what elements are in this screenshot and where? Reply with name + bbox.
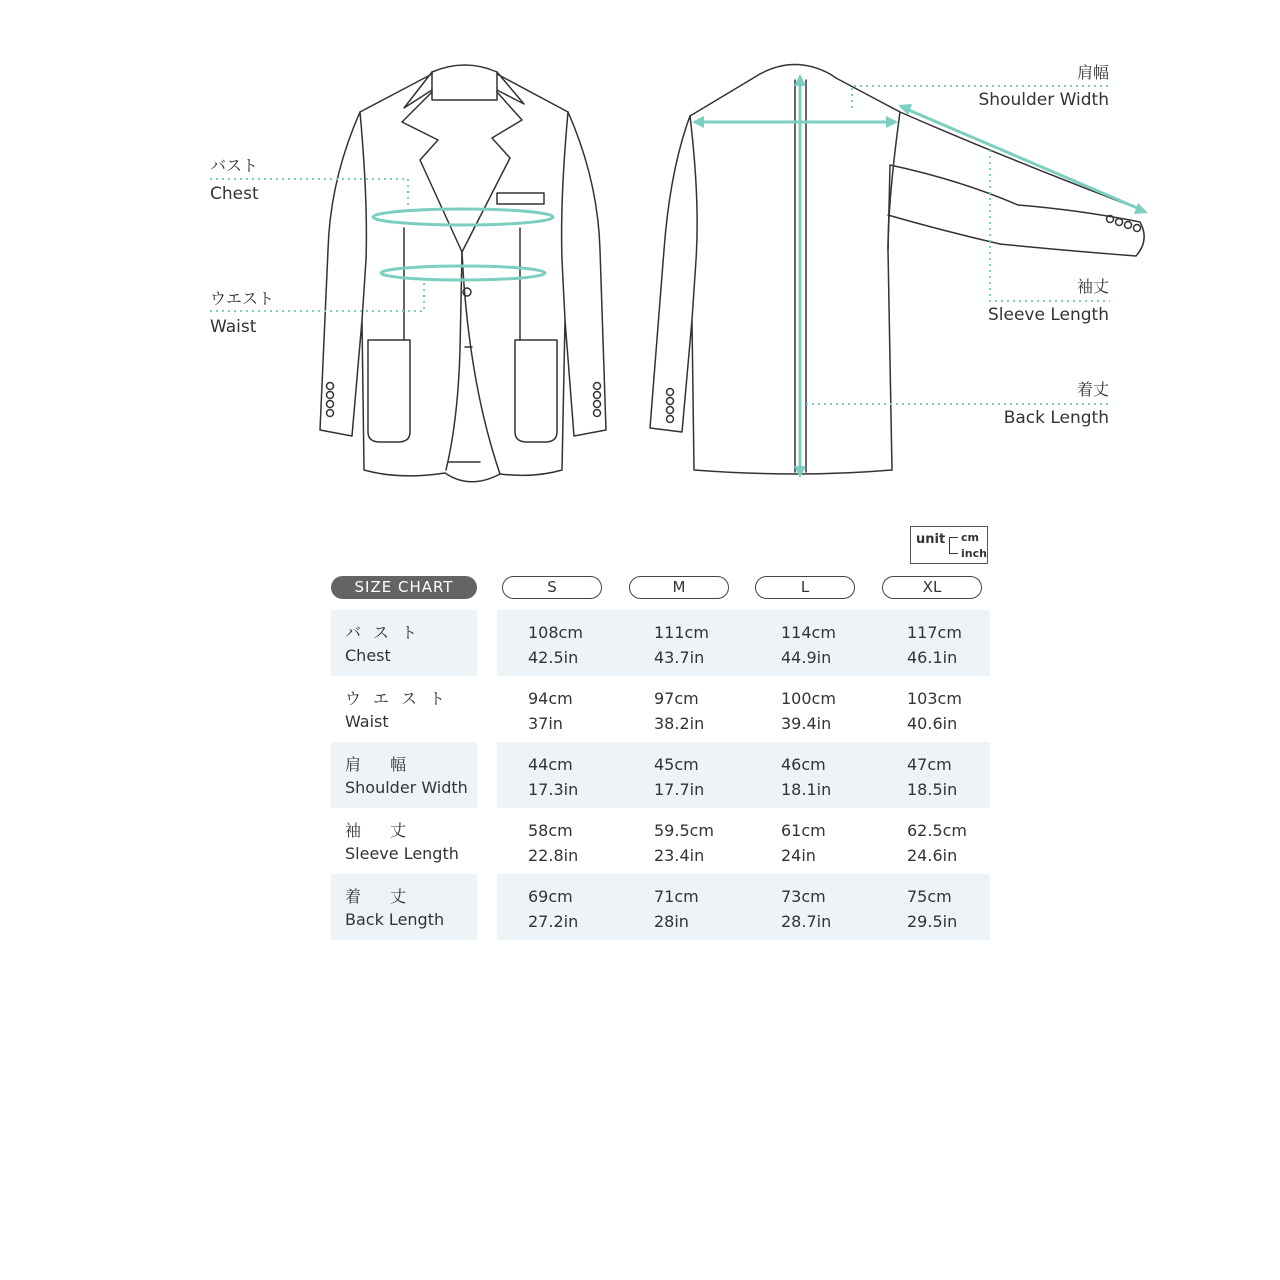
value-in-m: 28in [654,912,689,931]
row-label-jp: バスト [345,623,430,642]
unit-label: unit [916,532,946,547]
value-cm-xl: 47cm [907,755,952,774]
value-cm-xl: 75cm [907,887,952,906]
unit-bracket-foot [949,553,958,554]
row-label [331,874,477,940]
unit-bracket [949,537,958,554]
front-jacket [320,65,606,482]
value-cm-m: 45cm [654,755,699,774]
table-row-chest [331,610,991,676]
row-label [331,742,477,808]
value-cm-l: 100cm [781,689,836,708]
row-values [497,610,990,676]
value-in-s: 17.3in [528,780,579,799]
size-header-s: S [502,576,602,599]
value-cm-s: 58cm [528,821,573,840]
value-cm-s: 94cm [528,689,573,708]
value-in-l: 39.4in [781,714,832,733]
chest-callout-en: Chest [210,184,259,204]
value-in-xl: 29.5in [907,912,958,931]
row-label-en: Back Length [345,910,445,929]
row-label [331,808,477,874]
size-header-xl: XL [882,576,982,599]
value-in-l: 18.1in [781,780,832,799]
back-callout-jp: 着丈 [1076,380,1109,399]
value-cm-m: 71cm [654,887,699,906]
sleeve-callout-en: Sleeve Length [988,305,1109,325]
row-label [331,676,477,742]
row-label-en: Shoulder Width [345,778,468,797]
row-label-jp: ウエスト [345,689,458,708]
row-label [331,610,477,676]
sleeve-arrow [904,108,1142,210]
value-cm-m: 59.5cm [654,821,715,840]
unit-cm: cm [961,531,979,544]
sleeve-callout-jp: 袖丈 [1076,277,1109,296]
waist-callout-en: Waist [210,317,257,337]
shoulder-callout-jp: 肩幅 [1076,63,1109,82]
value-cm-l: 114cm [781,623,836,642]
value-in-m: 23.4in [654,846,705,865]
row-label-jp: 着 丈 [345,887,419,906]
value-in-s: 42.5in [528,648,579,667]
value-in-l: 24in [781,846,816,865]
unit-legend [910,526,988,564]
value-cm-l: 61cm [781,821,826,840]
size-chart-header [331,576,991,600]
row-label-en: Chest [345,646,391,665]
value-cm-xl: 117cm [907,623,962,642]
row-values [497,676,990,742]
value-in-l: 28.7in [781,912,832,931]
value-in-xl: 40.6in [907,714,958,733]
value-in-m: 43.7in [654,648,705,667]
value-cm-s: 69cm [528,887,573,906]
table-row-shoulder [331,742,991,808]
waist-callout-jp: ウエスト [210,289,275,308]
value-in-xl: 24.6in [907,846,958,865]
row-label-en: Sleeve Length [345,844,459,863]
value-cm-m: 97cm [654,689,699,708]
value-in-s: 37in [528,714,563,733]
value-cm-l: 46cm [781,755,826,774]
value-cm-xl: 103cm [907,689,962,708]
value-in-m: 17.7in [654,780,705,799]
row-values [497,742,990,808]
table-row-back-length [331,874,991,940]
value-in-xl: 18.5in [907,780,958,799]
size-chart-table [331,610,991,940]
unit-inch: inch [961,547,987,560]
value-in-s: 22.8in [528,846,579,865]
size-chart-title: SIZE CHART [331,576,477,599]
value-cm-xl: 62.5cm [907,821,968,840]
row-values [497,808,990,874]
value-in-l: 44.9in [781,648,832,667]
value-in-m: 38.2in [654,714,705,733]
table-row-waist [331,676,991,742]
size-header-m: M [629,576,729,599]
value-in-xl: 46.1in [907,648,958,667]
row-label-jp: 肩 幅 [345,755,419,774]
row-label-jp: 袖 丈 [345,821,419,840]
row-label-en: Waist [345,712,389,731]
row-values [497,874,990,940]
chest-ellipse [373,209,553,225]
value-cm-s: 108cm [528,623,583,642]
back-callout-en: Back Length [1003,408,1109,428]
value-cm-s: 44cm [528,755,573,774]
size-header-l: L [755,576,855,599]
table-row-sleeve [331,808,991,874]
value-cm-l: 73cm [781,887,826,906]
chest-callout-jp: バスト [210,156,259,175]
shoulder-callout-en: Shoulder Width [978,90,1109,110]
value-cm-m: 111cm [654,623,709,642]
value-in-s: 27.2in [528,912,579,931]
